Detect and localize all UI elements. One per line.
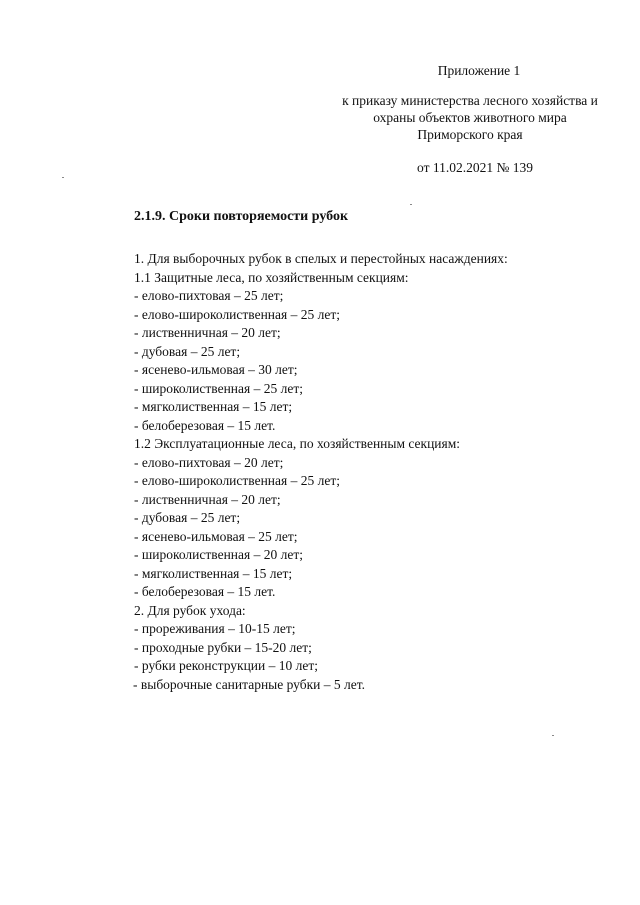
body-line: - выборочные санитарные рубки – 5 лет. [133,676,366,692]
body-line: - ясенево-ильмовая – 30 лет; [134,362,298,377]
body-line: - елово-широколиственная – 25 лет; [134,473,340,488]
body-line: 2. Для рубок ухода: [134,602,246,618]
body-line: - проходные рубки – 15-20 лет; [134,639,312,655]
body-line: - елово-широколиственная – 25 лет; [134,306,340,322]
body-line: - белоберезовая – 15 лет. [134,584,276,599]
scan-speck [410,204,412,205]
body-line: 1.2 Эксплуатационные леса, по хозяйственным секциям: [134,436,461,451]
body-line: - прореживания – 10-15 лет; [134,621,296,636]
section-body [134,250,574,694]
section-title: 2.1.9. Сроки повторяемости рубок [134,209,349,224]
body-line: - рубки реконструкции – 10 лет; [134,658,318,673]
body-line: - мягколиственная – 15 лет; [134,399,293,414]
order-date-number: от 11.02.2021 № 139 [417,160,533,175]
appendix-label: Приложение 1 [437,63,521,78]
body-line: 1.1 Защитные леса, по хозяйственным секциям: [134,269,409,285]
body-line: - дубовая – 25 лет; [134,510,241,525]
scan-speck [552,735,554,736]
scan-speck [62,177,64,178]
body-line: - елово-пихтовая – 25 лет; [134,288,284,303]
body-line: - дубовая – 25 лет; [134,343,241,359]
order-reference-line-1: к приказу министерства лесного хозяйства и [342,93,598,108]
body-line: - елово-пихтовая – 20 лет; [134,454,284,470]
order-reference-line-2: охраны объектов животного мира [373,110,567,125]
body-line: - широколиственная – 25 лет; [134,380,303,396]
order-reference-line-3: Приморского края [417,127,523,142]
body-line: - лиственничная – 20 лет; [134,325,281,340]
body-line: - ясенево-ильмовая – 25 лет; [134,528,298,544]
appendix-header [340,62,600,176]
body-line: - мягколиственная – 15 лет; [134,565,293,581]
body-line: - белоберезовая – 15 лет. [134,417,276,433]
body-line: - лиственничная – 20 лет; [134,491,281,507]
body-line: - широколиственная – 20 лет; [134,547,303,562]
body-line: 1. Для выборочных рубок в спелых и перестойных насаждениях: [134,251,508,266]
